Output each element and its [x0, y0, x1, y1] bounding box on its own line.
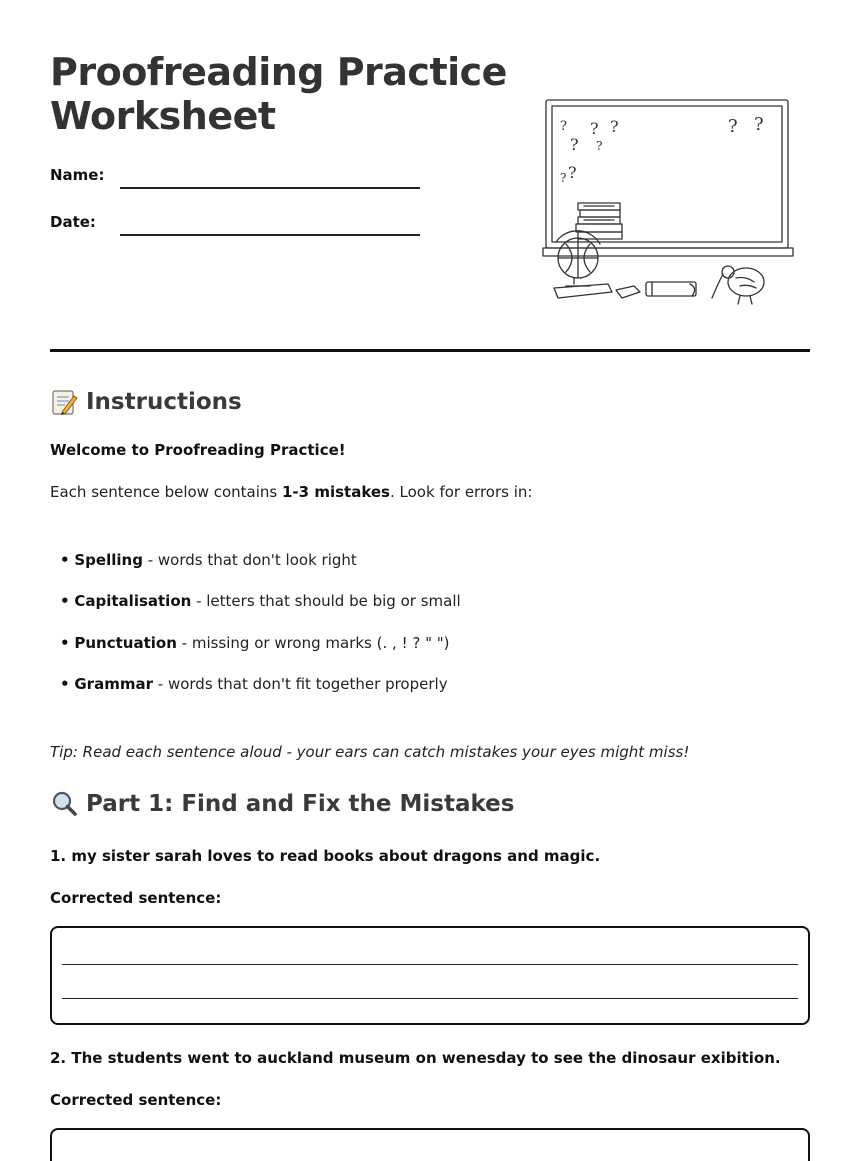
bullet-term: Grammar [74, 675, 153, 693]
bullet-mark: • [60, 634, 70, 652]
svg-text:?: ? [596, 139, 603, 153]
intro-text [50, 483, 532, 501]
svg-text:?: ? [610, 117, 619, 136]
intro-bold: 1-3 mistakes [282, 483, 390, 501]
bullet-term: Capitalisation [74, 592, 192, 610]
list-item [60, 592, 461, 610]
list-item [60, 634, 450, 652]
kiwi-bird-icon [712, 266, 764, 304]
answer-box-2[interactable] [50, 1128, 810, 1161]
bullet-desc: - words that don't fit together properly [153, 675, 448, 693]
books-on-floor-icon [554, 282, 696, 298]
answer-box-1[interactable] [50, 926, 810, 1025]
book-stack-icon [576, 203, 622, 239]
list-item [60, 551, 357, 569]
svg-text:?: ? [590, 119, 599, 138]
bullet-term: Punctuation [74, 634, 177, 652]
bullet-term: Spelling [74, 551, 143, 569]
tip-text: Tip: Read each sentence aloud - your ears can catch mistakes your eyes might miss! [50, 743, 690, 761]
date-label: Date: [50, 213, 96, 231]
answer-line [62, 964, 798, 965]
page-title: Proofreading Practice Worksheet [50, 50, 507, 138]
bullet-mark: • [60, 675, 70, 693]
svg-text:?: ? [570, 135, 579, 154]
welcome-text: Welcome to Proofreading Practice! [50, 441, 346, 459]
date-field[interactable] [120, 234, 420, 236]
bullet-mark: • [60, 592, 70, 610]
answer-label-1: Corrected sentence: [50, 889, 222, 907]
intro-after: . Look for errors in: [390, 483, 533, 501]
bullet-mark: • [60, 551, 70, 569]
chalkboard-illustration [540, 92, 800, 308]
name-label: Name: [50, 166, 105, 184]
magnifying-glass-icon [50, 790, 78, 818]
list-item [60, 675, 448, 693]
bullet-desc: - words that don't look right [142, 551, 357, 569]
question-1: 1. my sister sarah loves to read books about dragons and magic. [50, 847, 601, 865]
intro-before: Each sentence below contains [50, 483, 282, 501]
bullet-desc: - missing or wrong marks (. , ! ? " ") [176, 634, 450, 652]
name-field[interactable] [120, 187, 420, 189]
question-marks-doodle [560, 114, 764, 185]
svg-text:?: ? [568, 163, 577, 182]
instructions-heading-text: Instructions [86, 389, 242, 415]
svg-text:?: ? [728, 116, 738, 137]
svg-text:?: ? [560, 119, 567, 134]
svg-text:?: ? [560, 171, 567, 185]
part1-heading-text: Part 1: Find and Fix the Mistakes [86, 791, 515, 817]
bullet-desc: - letters that should be big or small [191, 592, 461, 610]
svg-text:?: ? [754, 114, 764, 135]
question-2: 2. The students went to auckland museum on wenesday to see the dinosaur exibition. [50, 1049, 781, 1067]
answer-label-2: Corrected sentence: [50, 1091, 222, 1109]
instructions-heading [50, 388, 242, 416]
section-divider [50, 349, 810, 352]
answer-line [62, 998, 798, 999]
memo-pencil-icon [50, 388, 78, 416]
part1-heading [50, 790, 514, 818]
